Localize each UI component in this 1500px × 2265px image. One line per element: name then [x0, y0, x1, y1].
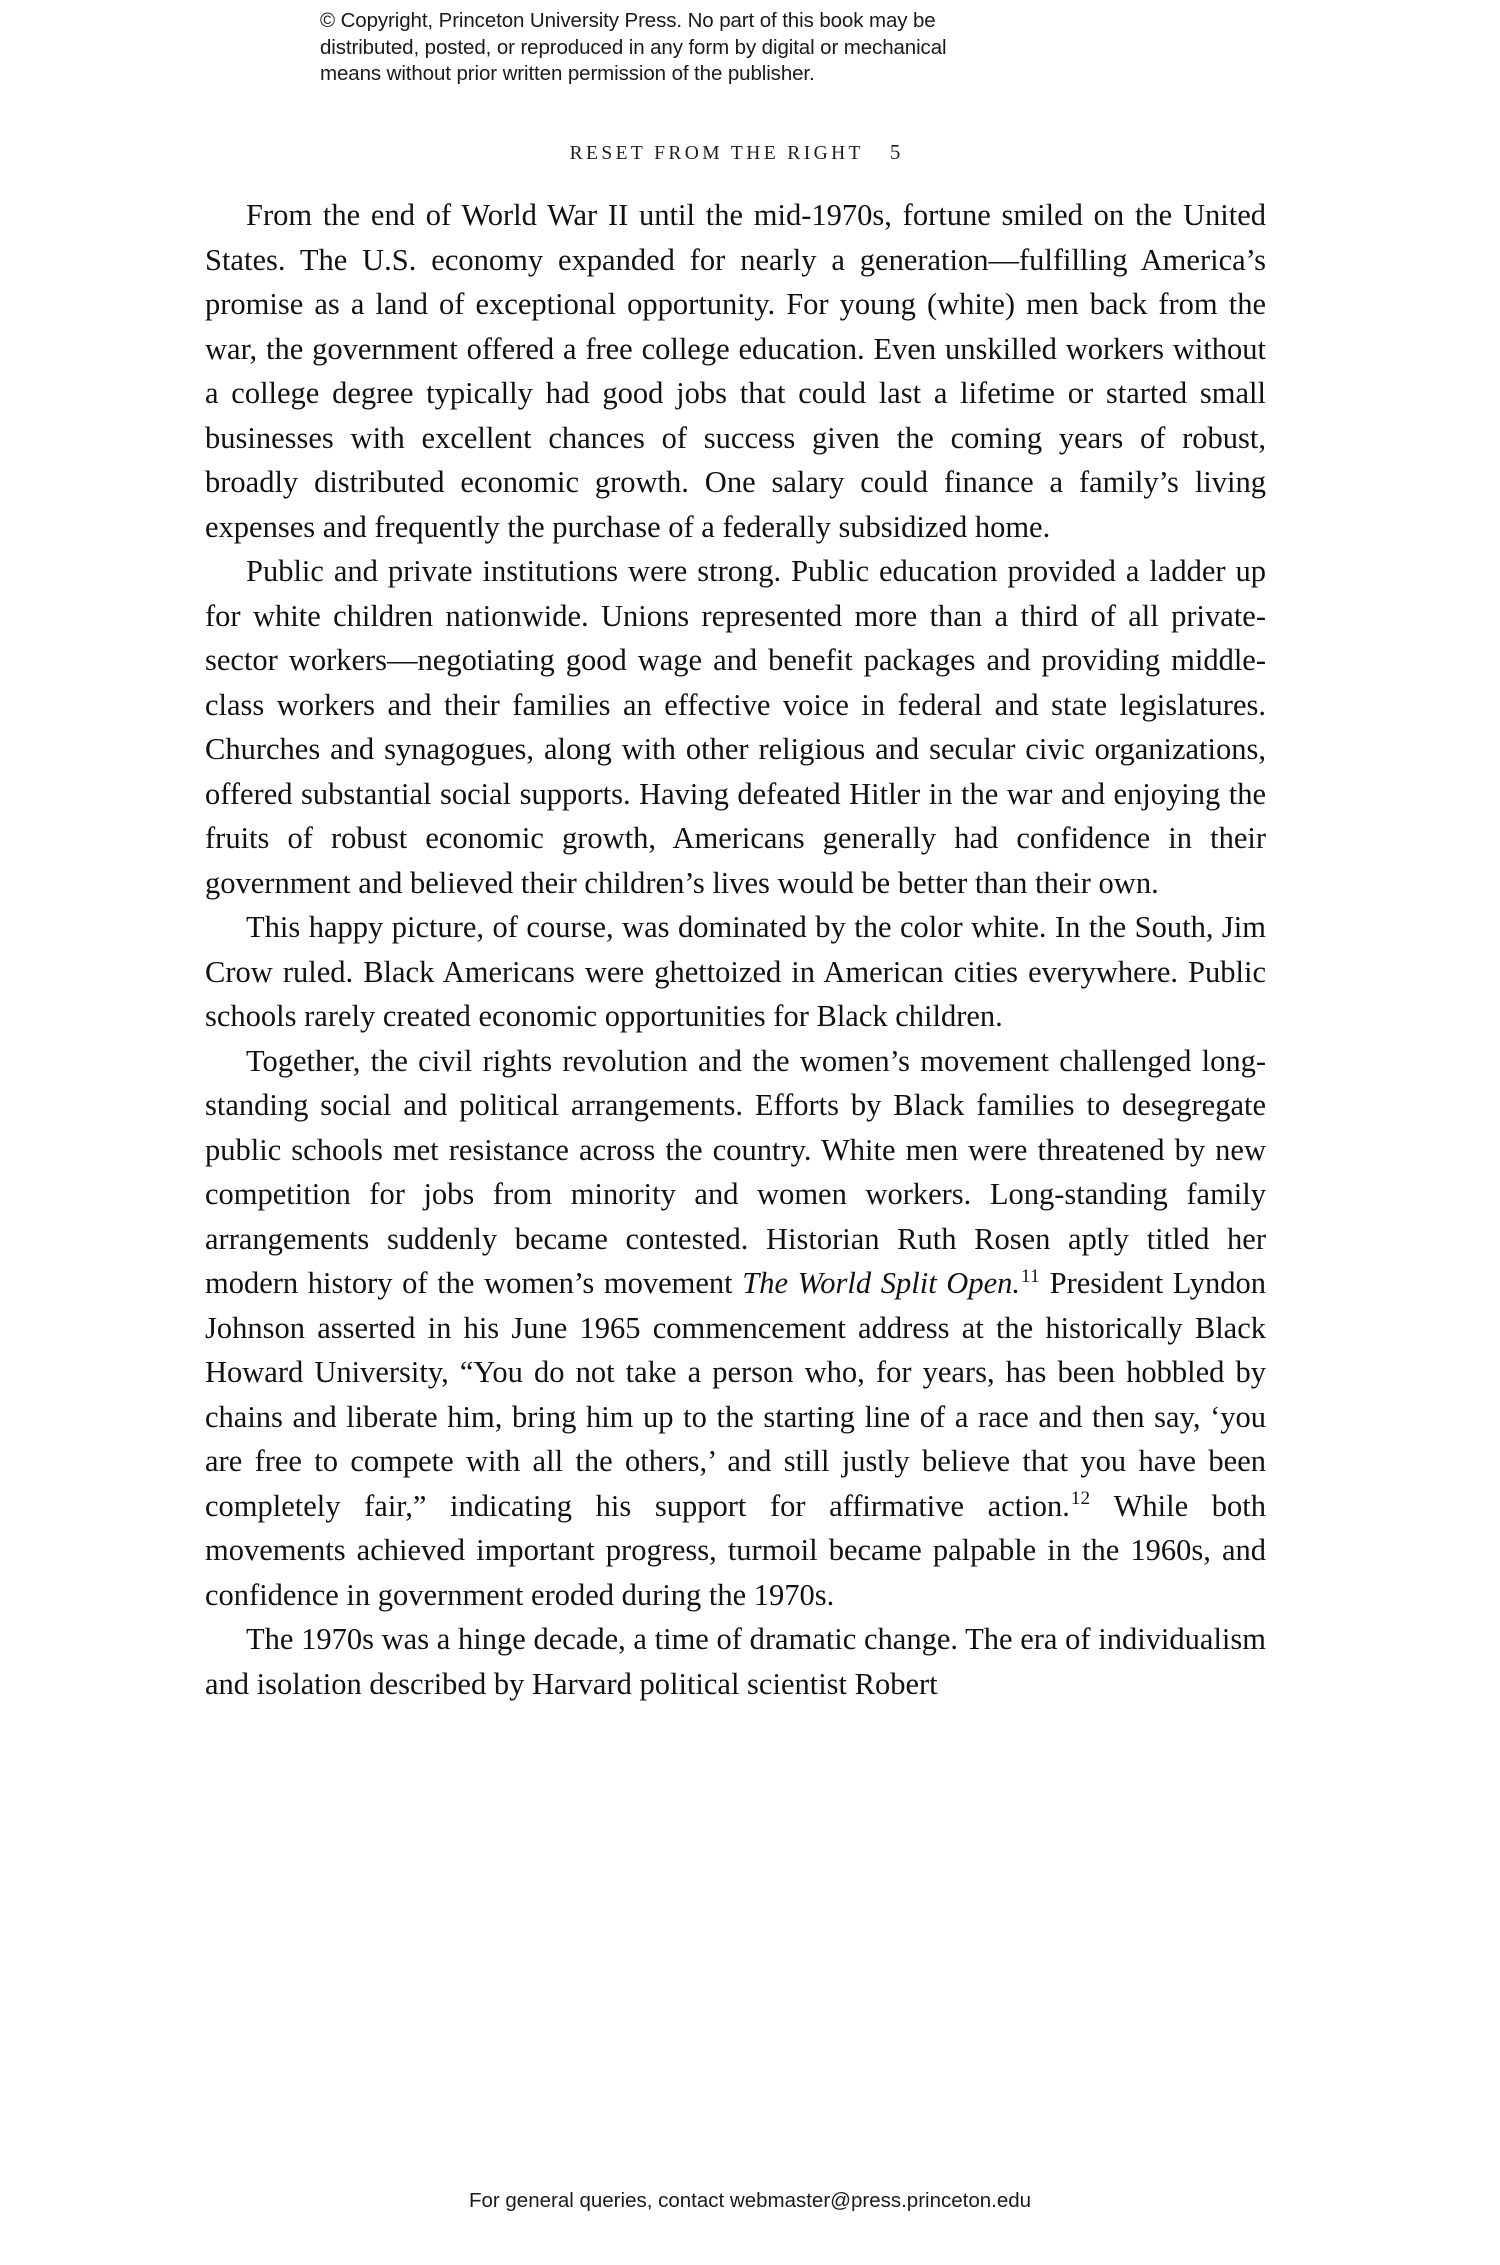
footer-query-notice: For general queries, contact webmaster@press.princeton.edu	[468, 2189, 1032, 2212]
footnote-marker: 11	[1021, 1265, 1041, 1287]
copyright-line-3: means without prior written permission of the publisher.	[320, 62, 815, 85]
body-text	[205, 193, 1266, 1706]
paragraph-5: The 1970s was a hinge decade, a time of dramatic change. The era of individualism and isolation described by Harvard political scientist Robert	[205, 1622, 1266, 1701]
running-head-title: RESET FROM THE RIGHT	[569, 143, 864, 164]
copyright-line-2: distributed, posted, or reproduced in any form by digital or mechanical	[320, 35, 947, 59]
page-number: 5	[889, 140, 901, 164]
paragraph-4: Together, the civil rights revolution and the women’s movement challenged long-standing social and political arrangements. Efforts by Black families to desegregate public schools met resistance across the country. White men were threatened by new competition for jobs from minority and women workers. Long-standing family arrangements suddenly became contested. Historian Ruth Rosen aptly titled her modern history of the women’s movement The World Split Open.$^{11}$ President Lyndon Johnson asserted in his June 1965 commencement address at the historically Black Howard University, “You do not take a person who, for years, has been hobbled by chains and liberate him, bring him up to the starting line of a race and then say, ‘you are free to compete with all the others,’ and still justly believe that you have been completely fair,” indicating his support for affirmative action.$^{12}$ While both movements achieved important progress, turmoil became palpable in the 1960s, and confidence in government eroded during the 1970s.	[205, 1043, 1267, 1612]
paragraph-3: This happy picture, of course, was dominated by the color white. In the South, Jim Crow ruled. Black Americans were ghettoized in American cities everywhere. Public schools rarely created economic opportunities for Black children.	[205, 910, 1266, 1033]
paragraph-1: From the end of World War II until the mid-1970s, fortune smiled on the United States. The U.S. economy expanded for nearly a generation—fulfilling America’s promise as a land of exceptional opportunity. For young (white) men back from the war, the government offered a free college education. Even unskilled workers without a college degree typically had good jobs that could last a lifetime or started small businesses with excellent chances of success given the coming years of robust, broadly distributed economic growth. One salary could finance a family’s living expenses and frequently the purchase of a federally subsidized home.	[205, 198, 1266, 544]
book-title-italic: The World Split Open.	[742, 1266, 1020, 1300]
copyright-line-1: © Copyright, Princeton University Press. No part of this book may be	[320, 9, 936, 32]
paragraph-2: Public and private institutions were strong. Public education provided a ladder up for white children nationwide. Unions represented more than a third of all private-sector workers—negotiating good wage and benefit packages and providing middle-class workers and their families an effective voice in federal and state legislatures. Churches and synagogues, along with other religious and secular civic organizations, offered substantial social supports. Having defeated Hitler in the war and enjoying the fruits of robust economic growth, Americans generally had confidence in their government and believed their children’s lives would be better than their own.	[205, 554, 1266, 900]
footnote-marker: 12	[1070, 1488, 1091, 1510]
copyright-notice	[320, 8, 1180, 88]
running-head	[205, 140, 1265, 166]
